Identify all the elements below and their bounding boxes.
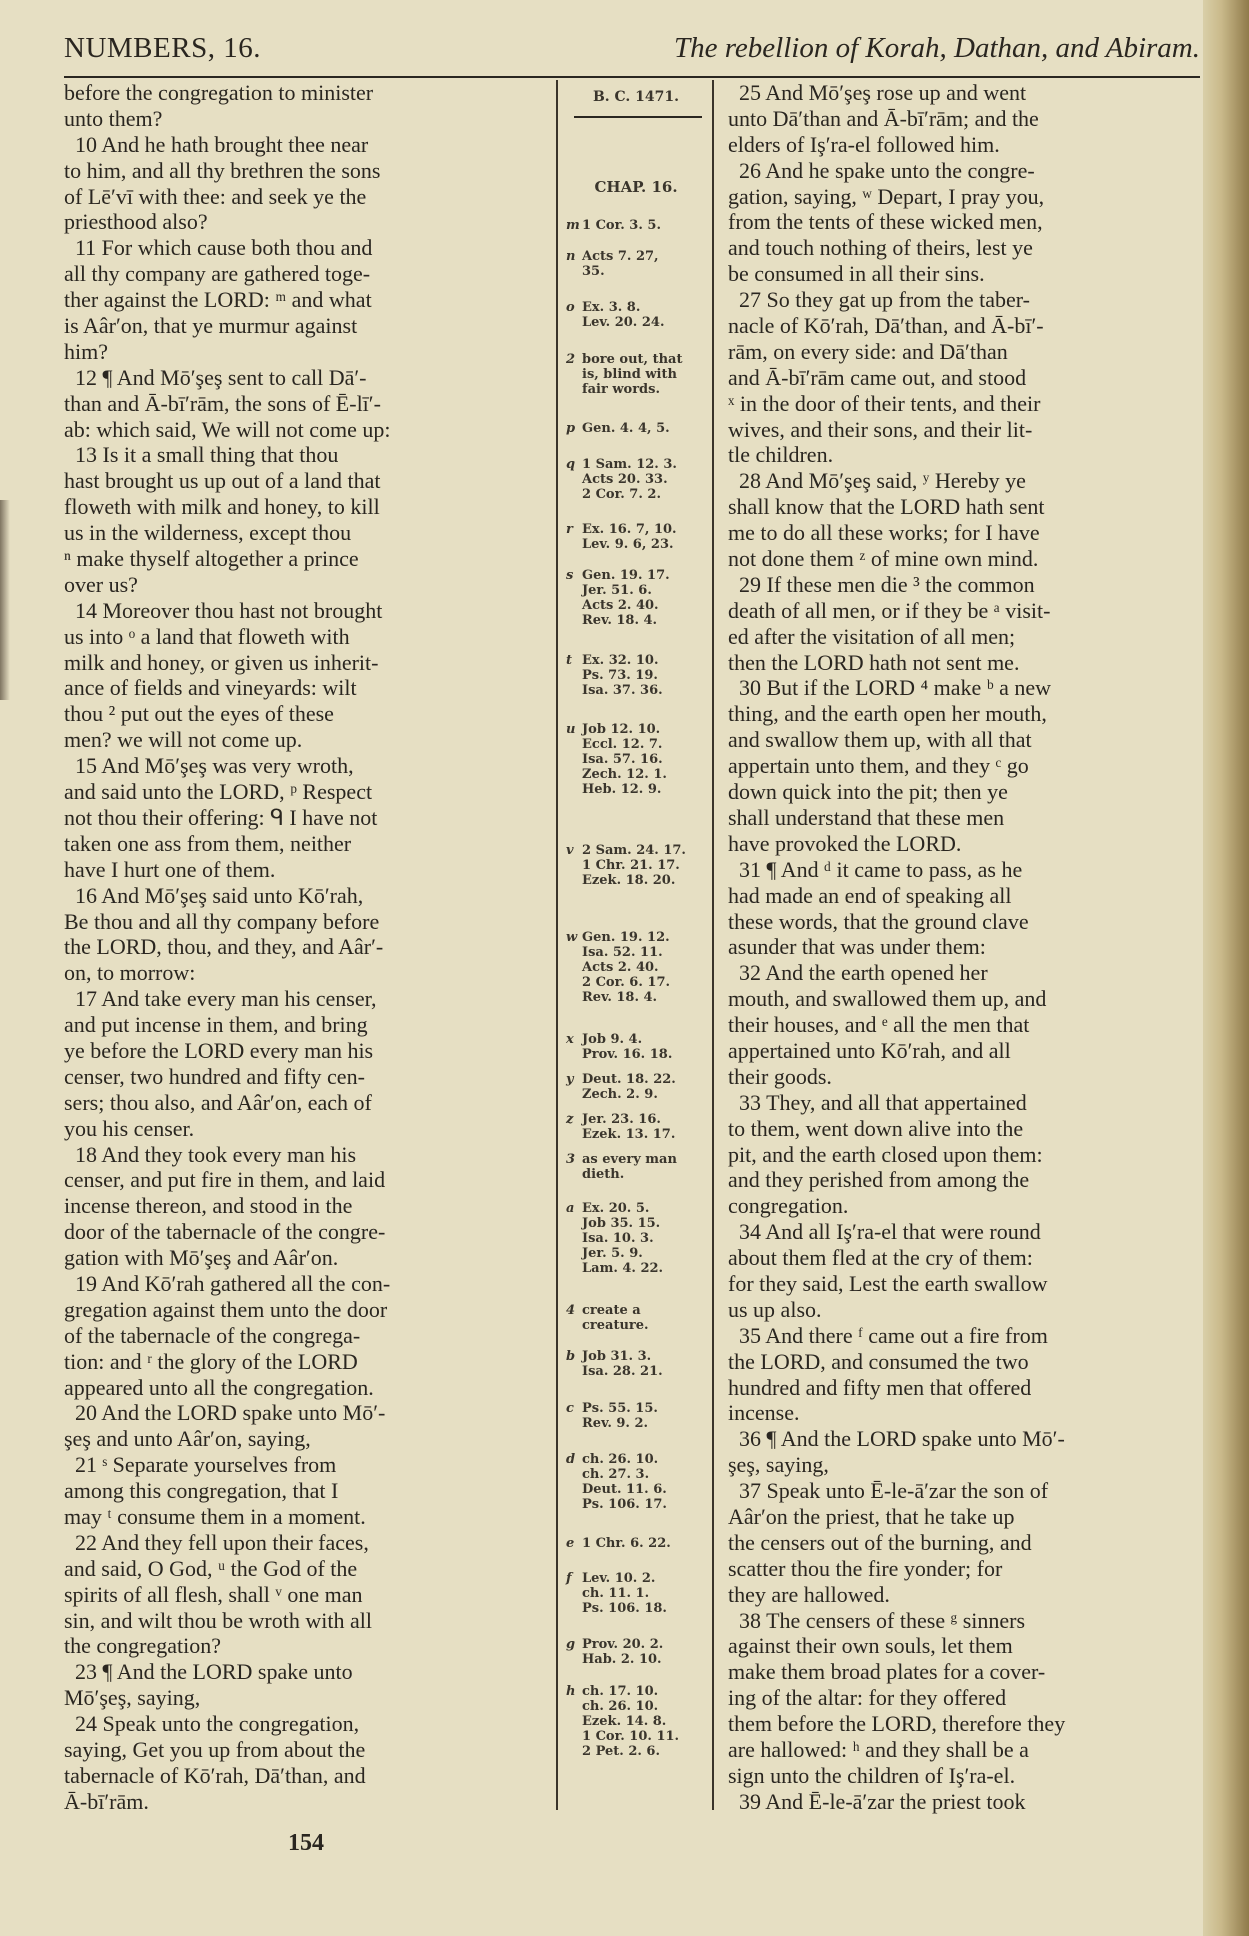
text-line: may ᵗ consume them in a moment. [64,1503,366,1529]
reference-line: 1 Cor. 3. 5. [582,218,661,233]
text-line: to them, went down alive into the [728,1115,1024,1141]
text-line: unto Dā′than and Ā-bī′rām; and the [728,105,1039,131]
margin-reference [566,843,710,888]
reference-line: 35. [582,264,605,279]
text-line: about them fled at the cry of them: [728,1245,1033,1271]
text-line: him? [64,338,108,364]
margin-reference [566,218,710,233]
margin-references-column [562,80,710,1810]
text-line: have provoked the LORD. [728,830,962,856]
text-line: the censers out of the burning, and [728,1529,1032,1555]
text-line: 33 They, and all that appertained [728,1089,1027,1115]
reference-line: ch. 26. 10. [582,1452,659,1467]
text-line: appertained unto Kō′rah, and all [728,1037,1011,1063]
text-line: then the LORD hath not sent me. [728,649,1020,675]
text-line: 36 ¶ And the LORD spake unto Mō′- [728,1426,1065,1452]
margin-reference [566,1571,710,1616]
reference-line: Rev. 9. 2. [582,1416,649,1431]
text-line: 18 And they took every man his [64,1141,357,1167]
text-line: incense thereon, and stood in the [64,1193,353,1219]
reference-line: dieth. [582,1167,625,1182]
text-line: 14 Moreover thou hast not brought [64,597,383,623]
margin-reference [566,722,710,797]
text-line: censer, two hundred and fifty cen- [64,1063,365,1089]
margin-reference [566,930,710,1005]
left-text-column [64,80,552,1815]
text-line: Be thou and all thy company before [64,908,380,934]
text-line: not done them ᶻ of mine own mind. [728,546,1039,572]
margin-reference [566,1032,710,1062]
text-line: you his censer. [64,1115,195,1141]
text-line: all thy company are gathered toge- [64,261,371,287]
text-line: ab: which said, We will not come up: [64,416,391,442]
text-line: of Lē′vī with thee: and seek ye the [64,183,367,209]
margin-reference [566,1637,710,1667]
margin-reference [566,1536,710,1551]
text-line: censer, and put fire in them, and laid [64,1167,386,1193]
text-line: down quick into the pit; then ye [728,779,1008,805]
text-line: scatter thou the fire yonder; for [728,1555,1003,1581]
text-line: congregation. [728,1193,849,1219]
reference-line: Job 12. 10. [582,722,661,737]
text-line: from the tents of these wicked men, [728,209,1043,235]
reference-line: Job 35. 15. [582,1216,661,1231]
reference-line: Lev. 9. 6, 23. [582,537,674,552]
reference-mark: x [566,1032,574,1047]
text-line: among this congregation, that I [64,1478,339,1504]
text-line: gation with Mō′şeş and Aâr′on. [64,1245,339,1271]
text-line: over us? [64,571,138,597]
margin-reference [566,568,710,628]
reference-line: Isa. 28. 21. [582,1364,663,1379]
reference-line: 1 Chr. 6. 22. [582,1536,671,1551]
text-line: sin, and wilt thou be wroth with all [64,1607,372,1633]
text-line: the congregation? [64,1633,221,1659]
text-line: is Aâr′on, that ye murmur against [64,313,358,339]
text-line: me to do all these works; for I have [728,520,1040,546]
reference-line: Hab. 2. 10. [582,1652,662,1667]
text-line: not thou their offering: ᑫ I have not [64,804,378,830]
reference-line: Isa. 57. 16. [582,752,663,767]
reference-line: Isa. 37. 36. [582,683,663,698]
book-chapter: NUMBERS, 16. [64,32,261,64]
text-line: rām, on every side: and Dā′than [728,338,1008,364]
reference-line: Lev. 10. 2. [582,1571,656,1586]
reference-line: Heb. 12. 9. [582,782,662,797]
text-line: 30 But if the LORD ⁴ make ᵇ a new [728,675,1052,701]
reference-line: 1 Sam. 12. 3. [582,457,677,472]
reference-line: Acts 20. 33. [582,472,668,487]
text-line: them before the LORD, therefore they [728,1711,1066,1737]
text-line: and swallow them up, with all that [728,727,1032,753]
reference-line: Ps. 106. 17. [582,1497,667,1512]
reference-line: Isa. 10. 3. [582,1231,654,1246]
reference-line: Ex. 32. 10. [582,653,659,668]
column-divider-left [556,80,558,1810]
column-divider-right [712,80,714,1810]
text-line: 29 If these men die ³ the common [728,571,1035,597]
reference-line: Zech. 12. 1. [582,767,667,782]
margin-reference [566,1303,710,1333]
reference-mark: o [566,300,575,315]
margin-reference [566,300,710,330]
reference-line: Ps. 73. 19. [582,668,658,683]
reference-mark: m [566,218,580,233]
reference-line: Acts 2. 40. [582,598,659,613]
reference-line: Deut. 11. 6. [582,1482,667,1497]
reference-line: Prov. 20. 2. [582,1637,664,1652]
text-line: 38 The censers of these ᵍ sinners [728,1607,1026,1633]
text-line: 34 And all Iş′ra-el that were round [728,1219,1041,1245]
reference-mark: d [566,1452,576,1467]
reference-line: Job 31. 3. [582,1349,652,1364]
margin-reference [566,421,710,436]
reference-line: Ezek. 18. 20. [582,873,676,888]
page-shadow [0,500,10,700]
reference-line: Acts 2. 40. [582,960,659,975]
text-line: thou ² put out the eyes of these [64,701,334,727]
reference-line: Lev. 20. 24. [582,315,665,330]
reference-line: ch. 17. 10. [582,1684,659,1699]
reference-mark: b [566,1349,576,1364]
reference-line: 1 Chr. 21. 17. [582,858,680,873]
text-line: 27 So they gat up from the taber- [728,287,1030,313]
text-line: hundred and fifty men that offered [728,1374,1032,1400]
reference-line: Gen. 19. 12. [582,930,670,945]
text-line: 10 And he hath brought thee near [64,131,369,157]
date-rule [574,116,702,118]
header-rule [64,76,1200,78]
text-line: and they perished from among the [728,1167,1030,1193]
reference-mark: h [566,1684,576,1699]
text-line: 19 And Kō′rah gathered all the con- [64,1270,391,1296]
text-line: men? we will not come up. [64,727,303,753]
reference-mark: w [566,930,578,945]
margin-reference [566,1684,710,1759]
right-text-column [728,80,1200,1815]
text-line: 11 For which cause both thou and [64,235,373,261]
reference-line: bore out, that [582,352,683,367]
reference-mark: t [566,653,573,668]
margin-reference [566,1112,710,1142]
text-line: their houses, and ᵉ all the men that [728,1012,1030,1038]
reference-line: Ps. 55. 15. [582,1401,658,1416]
text-line: wives, and their sons, and their lit- [728,416,1033,442]
text-line: 28 And Mō′şeş said, ʸ Hereby ye [728,468,1026,494]
reference-line: Isa. 52. 11. [582,945,663,960]
text-line: tle children. [728,442,834,468]
text-line: these words, that the ground clave [728,908,1029,934]
text-line: gation, saying, ʷ Depart, I pray you, [728,183,1045,209]
text-line: şeş, saying, [728,1452,829,1478]
text-line: thing, and the earth open her mouth, [728,701,1047,727]
text-line: door of the tabernacle of the congre- [64,1219,386,1245]
margin-reference [566,1349,710,1379]
reference-line: 2 Pet. 2. 6. [582,1744,660,1759]
text-line: ˣ in the door of their tents, and their [728,390,1041,416]
text-line: 24 Speak unto the congregation, [64,1711,360,1737]
reference-line: Rev. 18. 4. [582,613,658,628]
text-line: ⁿ make thyself altogether a prince [64,546,359,572]
reference-mark: z [566,1112,574,1127]
reference-line: Gen. 4. 4, 5. [582,421,670,436]
text-line: and Ā-bī′rām came out, and stood [728,364,1027,390]
text-line: 37 Speak unto Ē-le-ā′zar the son of [728,1478,1049,1504]
text-line: us up also. [728,1296,822,1322]
text-line: on, to morrow: [64,960,196,986]
reference-mark: g [566,1637,576,1652]
text-line: milk and honey, or given us inherit- [64,649,379,675]
reference-line: Rev. 18. 4. [582,990,658,1005]
text-line: had made an end of speaking all [728,882,1012,908]
text-line: taken one ass from them, neither [64,830,352,856]
reference-line: is, blind with [582,367,677,382]
text-line: 21 ˢ Separate yourselves from [64,1452,337,1478]
text-line: death of all men, or if they be ᵃ visit- [728,597,1051,623]
text-line: shall know that the LORD hath sent [728,494,1045,520]
reference-line: Jer. 51. 6. [582,583,652,598]
running-header [64,28,1200,70]
reference-mark: n [566,249,576,264]
text-line: to him, and all thy brethren the sons [64,157,381,183]
reference-mark: c [566,1401,574,1416]
reference-mark: q [566,457,576,472]
reference-mark: f [566,1571,572,1586]
margin-reference [566,352,710,397]
margin-reference [566,249,710,279]
margin-reference [566,1201,710,1276]
reference-line: Acts 7. 27, [582,249,659,264]
text-line: 23 ¶ And the LORD spake unto [64,1659,353,1685]
reference-mark: a [566,1201,575,1216]
reference-line: Ex. 3. 8. [582,300,641,315]
reference-mark: p [566,421,576,436]
reference-line: 2 Cor. 7. 2. [582,487,661,502]
reference-line: 2 Cor. 6. 17. [582,975,671,990]
text-line: ther against the LORD: ᵐ and what [64,287,372,313]
reference-line: creature. [582,1318,649,1333]
reference-line: create a [582,1303,641,1318]
text-line: be consumed in all their sins. [728,261,985,287]
text-line: and said, O God, ᵘ the God of the [64,1555,358,1581]
reference-line: Job 9. 4. [582,1032,643,1047]
text-line: the LORD, thou, and they, and Aâr′- [64,934,384,960]
margin-reference [566,522,710,552]
reference-line: as every man [582,1152,677,1167]
reference-line: fair words. [582,382,660,397]
text-line: tion: and ʳ the glory of the LORD [64,1348,358,1374]
text-line: us in the wilderness, except thou [64,520,352,546]
reference-line: ch. 26. 10. [582,1699,659,1714]
text-line: 15 And Mō′şeş was very wroth, [64,753,354,779]
text-line: gregation against them unto the door [64,1296,388,1322]
text-line: against their own souls, let them [728,1633,1013,1659]
text-line: tabernacle of Kō′rah, Dā′than, and [64,1762,366,1788]
reference-line: Eccl. 12. 7. [582,737,663,752]
reference-line: 1 Cor. 10. 11. [582,1729,680,1744]
reference-mark: e [566,1536,575,1551]
reference-line: Gen. 19. 17. [582,568,670,583]
reference-mark: v [566,843,574,858]
text-line: and touch nothing of theirs, lest ye [728,235,1033,261]
reference-mark: s [566,568,574,583]
text-line: 25 And Mō′şeş rose up and went [728,80,1027,105]
text-line: appertain unto them, and they ᶜ go [728,753,1029,779]
text-line: 31 ¶ And ᵈ it came to pass, as he [728,856,1023,882]
text-line: spirits of all flesh, shall ᵛ one man [64,1581,363,1607]
reference-mark: r [566,522,573,537]
reference-mark: 2 [566,352,576,367]
margin-reference [566,1401,710,1431]
text-line: before the congregation to minister [64,80,374,105]
text-line: shall understand that these men [728,804,1005,830]
text-line: and put incense in them, and bring [64,1012,368,1038]
text-line: are hallowed: ʰ and they shall be a [728,1737,1029,1762]
text-line: for they said, Lest the earth swallow [728,1270,1048,1296]
text-line: 12 ¶ And Mō′şeş sent to call Dā′- [64,364,367,390]
reference-line: 2 Sam. 24. 17. [582,843,686,858]
text-line: ing of the altar: for they offered [728,1685,1007,1711]
text-line: sign unto the children of Iş′ra-el. [728,1762,1016,1788]
text-line: 26 And he spake unto the congre- [728,157,1035,183]
text-line: saying, Get you up from about the [64,1737,366,1762]
text-line: and said unto the LORD, ᵖ Respect [64,779,373,805]
text-line: priesthood also? [64,209,208,235]
text-line: Mō′şeş, saying, [64,1685,201,1711]
page-number: 154 [288,1830,324,1856]
text-line: make them broad plates for a cover- [728,1659,1046,1685]
text-line: Aâr′on the priest, that he take up [728,1503,1015,1529]
margin-reference [566,457,710,502]
text-line: sers; thou also, and Aâr′on, each of [64,1089,372,1115]
reference-line: Ps. 106. 18. [582,1601,667,1616]
text-line: asunder that was under them: [728,934,986,960]
reference-line: Jer. 5. 9. [582,1246,643,1261]
text-line: have I hurt one of them. [64,856,276,882]
text-line: 13 Is it a small thing that thou [64,442,339,468]
text-line: hast brought us up out of a land that [64,468,381,494]
chapter-label: CHAP. 16. [594,178,678,196]
text-line: pit, and the earth closed upon them: [728,1141,1043,1167]
text-line: they are hallowed. [728,1581,890,1607]
text-line: elders of Iş′ra-el followed him. [728,131,1000,157]
text-line: ed after the visitation of all men; [728,623,1016,649]
text-line: unto them? [64,105,163,131]
reference-line: Prov. 16. 18. [582,1047,673,1062]
text-line: Ā-bī′rām. [64,1788,149,1814]
text-line: of the tabernacle of the congrega- [64,1322,361,1348]
text-line: şeş and unto Aâr′on, saying, [64,1426,311,1452]
reference-mark: 3 [566,1152,576,1167]
text-line: 35 And there ᶠ came out a fire from [728,1322,1048,1348]
text-line: 32 And the earth opened her [728,960,988,986]
text-line: 17 And take every man his censer, [64,986,377,1012]
text-line: 22 And they fell upon their faces, [64,1529,369,1555]
margin-reference [566,653,710,698]
margin-reference [566,1452,710,1512]
text-line: ance of fields and vineyards: wilt [64,675,357,701]
text-line: than and Ā-bī′rām, the sons of Ē-lī′- [64,390,381,416]
text-line: 39 And Ē-le-ā′zar the priest took [728,1788,1026,1814]
reference-line: Ex. 20. 5. [582,1201,650,1216]
page-edge [1203,0,1249,1936]
reference-line: Zech. 2. 9. [582,1087,658,1102]
text-line: their goods. [728,1063,832,1089]
reference-line: ch. 11. 1. [582,1586,650,1601]
text-line: incense. [728,1400,800,1426]
text-line: floweth with milk and honey, to kill [64,494,380,520]
text-line: the LORD, and consumed the two [728,1348,1029,1374]
date-label: B. C. 1471. [592,89,680,105]
margin-reference [566,1152,710,1182]
reference-mark: u [566,722,576,737]
text-line: 16 And Mō′şeş said unto Kō′rah, [64,882,364,908]
text-line: nacle of Kō′rah, Dā′than, and Ā-bī′- [728,313,1044,339]
text-line: 20 And the LORD spake unto Mō′- [64,1400,386,1426]
reference-line: Lam. 4. 22. [582,1261,664,1276]
text-line: mouth, and swallowed them up, and [728,986,1047,1012]
reference-line: Ex. 16. 7, 10. [582,522,677,537]
reference-line: ch. 27. 3. [582,1467,650,1482]
reference-line: Ezek. 13. 17. [582,1127,676,1142]
reference-mark: y [566,1072,574,1087]
reference-line: Deut. 18. 22. [582,1072,676,1087]
margin-reference [566,1072,710,1102]
reference-mark: 4 [566,1303,576,1318]
running-title: The rebellion of Korah, Dathan, and Abiram. [673,32,1200,64]
reference-line: Ezek. 14. 8. [582,1714,667,1729]
text-line: appeared unto all the congregation. [64,1374,374,1400]
text-line: us into ᵒ a land that floweth with [64,623,350,649]
text-line: ye before the LORD every man his [64,1037,374,1063]
reference-line: Jer. 23. 16. [582,1112,661,1127]
